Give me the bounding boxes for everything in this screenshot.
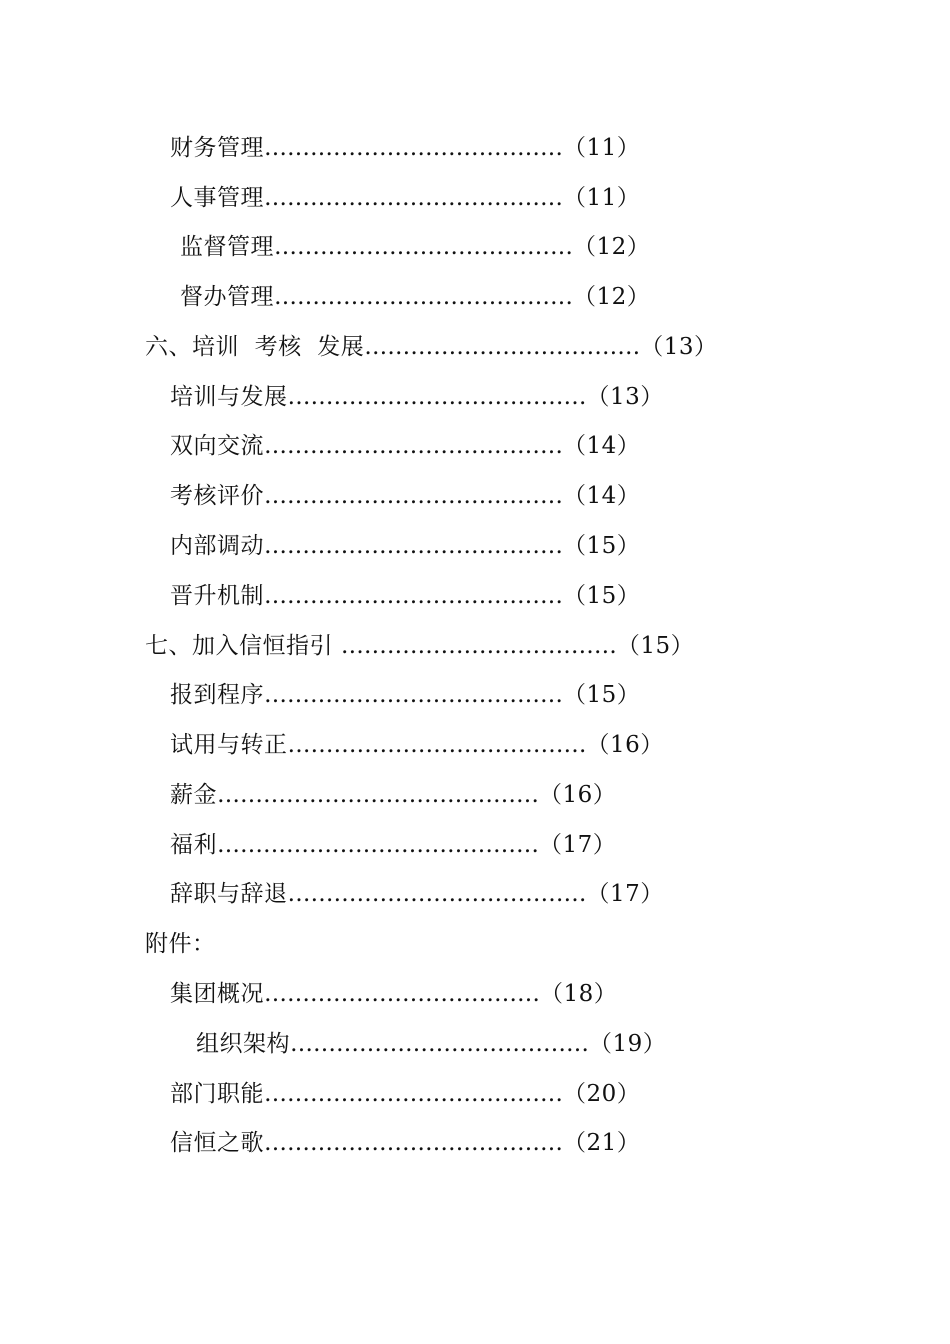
toc-entry-title: 试用与转正 <box>170 732 288 758</box>
toc-entry-title: 集团概况 <box>170 981 264 1007</box>
toc-page-number: （13） <box>586 384 664 410</box>
toc-page-number: （20） <box>563 1081 641 1107</box>
toc-page-number: （18） <box>540 981 618 1007</box>
toc-leader-dots: ……………………………… <box>264 981 540 1007</box>
toc-page-number: （15） <box>563 583 641 609</box>
toc-entry-title: 考核评价 <box>170 483 264 509</box>
toc-entry[interactable] <box>170 428 640 464</box>
toc-entry[interactable] <box>170 1125 640 1161</box>
toc-page-number: （16） <box>539 782 617 808</box>
toc-page-number: （17） <box>586 881 664 907</box>
toc-appendix-heading <box>145 926 216 962</box>
toc-page-number: （21） <box>563 1130 641 1156</box>
toc-entry[interactable] <box>170 130 640 166</box>
toc-entry-title: 辞职与辞退 <box>170 881 288 907</box>
toc-page-number: （17） <box>539 832 617 858</box>
toc-entry-title: 督办管理 <box>180 284 274 310</box>
toc-entry[interactable] <box>170 827 616 863</box>
toc-page-number: （15） <box>563 533 641 559</box>
toc-page-number: （13） <box>640 334 718 360</box>
toc-leader-dots: ………………………………… <box>264 135 563 161</box>
toc-leader-dots: ………………………………… <box>264 682 563 708</box>
toc-leader-dots: ………………………………… <box>274 234 573 260</box>
toc-page-number: （19） <box>589 1031 667 1057</box>
toc-leader-dots: ………………………………… <box>264 433 563 459</box>
toc-entry-title: 晋升机制 <box>170 583 264 609</box>
toc-leader-dots: ………………………………… <box>274 284 573 310</box>
toc-leader-dots: ………………………………… <box>264 1081 563 1107</box>
toc-entry[interactable] <box>170 677 640 713</box>
toc-entry[interactable] <box>170 976 617 1012</box>
toc-leader-dots: ………………………………… <box>264 533 563 559</box>
toc-leader-dots: ………………………………… <box>264 185 563 211</box>
toc-section-entry[interactable] <box>145 329 718 365</box>
toc-leader-dots: ………………………………… <box>264 1130 563 1156</box>
toc-entry[interactable] <box>170 478 640 514</box>
toc-leader-dots: ………………………………… <box>264 483 563 509</box>
toc-entry-title: 财务管理 <box>170 135 264 161</box>
toc-page-number: （14） <box>563 483 641 509</box>
toc-entry[interactable] <box>170 1076 640 1112</box>
toc-page-number: （11） <box>563 135 641 161</box>
toc-entry-title: 培训与发展 <box>170 384 288 410</box>
toc-section-entry[interactable] <box>145 628 694 664</box>
toc-leader-dots: …………………………………… <box>217 782 539 808</box>
toc-entry[interactable] <box>170 876 664 912</box>
toc-section-title: 七、加入信恒指引 <box>145 633 341 659</box>
toc-leader-dots: ………………………………… <box>287 881 587 907</box>
toc-entry[interactable] <box>180 279 650 315</box>
toc-page-number: （12） <box>573 234 651 260</box>
toc-entry[interactable] <box>170 180 640 216</box>
toc-page-number: （16） <box>586 732 664 758</box>
toc-entry[interactable] <box>170 727 664 763</box>
toc-entry-title: 薪金 <box>170 782 217 808</box>
toc-page-number: （15） <box>616 633 695 659</box>
toc-page-number: （14） <box>563 433 641 459</box>
toc-entry[interactable] <box>170 578 640 614</box>
toc-page-number: （11） <box>563 185 641 211</box>
toc-leader-dots: ………………………………… <box>264 583 563 609</box>
toc-entry-title: 双向交流 <box>170 433 264 459</box>
toc-leader-dots: ……………………………… <box>340 633 617 659</box>
toc-entry[interactable] <box>196 1026 666 1062</box>
toc-entry-title: 人事管理 <box>170 185 264 211</box>
toc-entry-title: 福利 <box>170 832 217 858</box>
toc-leader-dots: …………………………………… <box>217 832 539 858</box>
toc-entry[interactable] <box>170 528 640 564</box>
toc-page-number: （15） <box>563 682 641 708</box>
toc-page-number: （12） <box>573 284 651 310</box>
toc-section-title: 六、培训 考核 发展 <box>145 334 365 360</box>
toc-leader-dots: ………………………………… <box>287 732 587 758</box>
toc-entry-title: 部门职能 <box>170 1081 264 1107</box>
toc-entry[interactable] <box>170 777 616 813</box>
toc-entry-title: 报到程序 <box>170 682 264 708</box>
toc-entry-title: 监督管理 <box>180 234 274 260</box>
toc-entry-title: 信恒之歌 <box>170 1130 264 1156</box>
toc-leader-dots: ………………………………… <box>287 384 587 410</box>
toc-entry[interactable] <box>170 379 664 415</box>
toc-entry-title: 内部调动 <box>170 533 264 559</box>
toc-leader-dots: ……………………………… <box>364 334 641 360</box>
toc-leader-dots: ………………………………… <box>290 1031 589 1057</box>
appendix-title: 附件： <box>145 931 216 957</box>
toc-entry[interactable] <box>180 229 650 265</box>
toc-entry-title: 组织架构 <box>196 1031 290 1057</box>
